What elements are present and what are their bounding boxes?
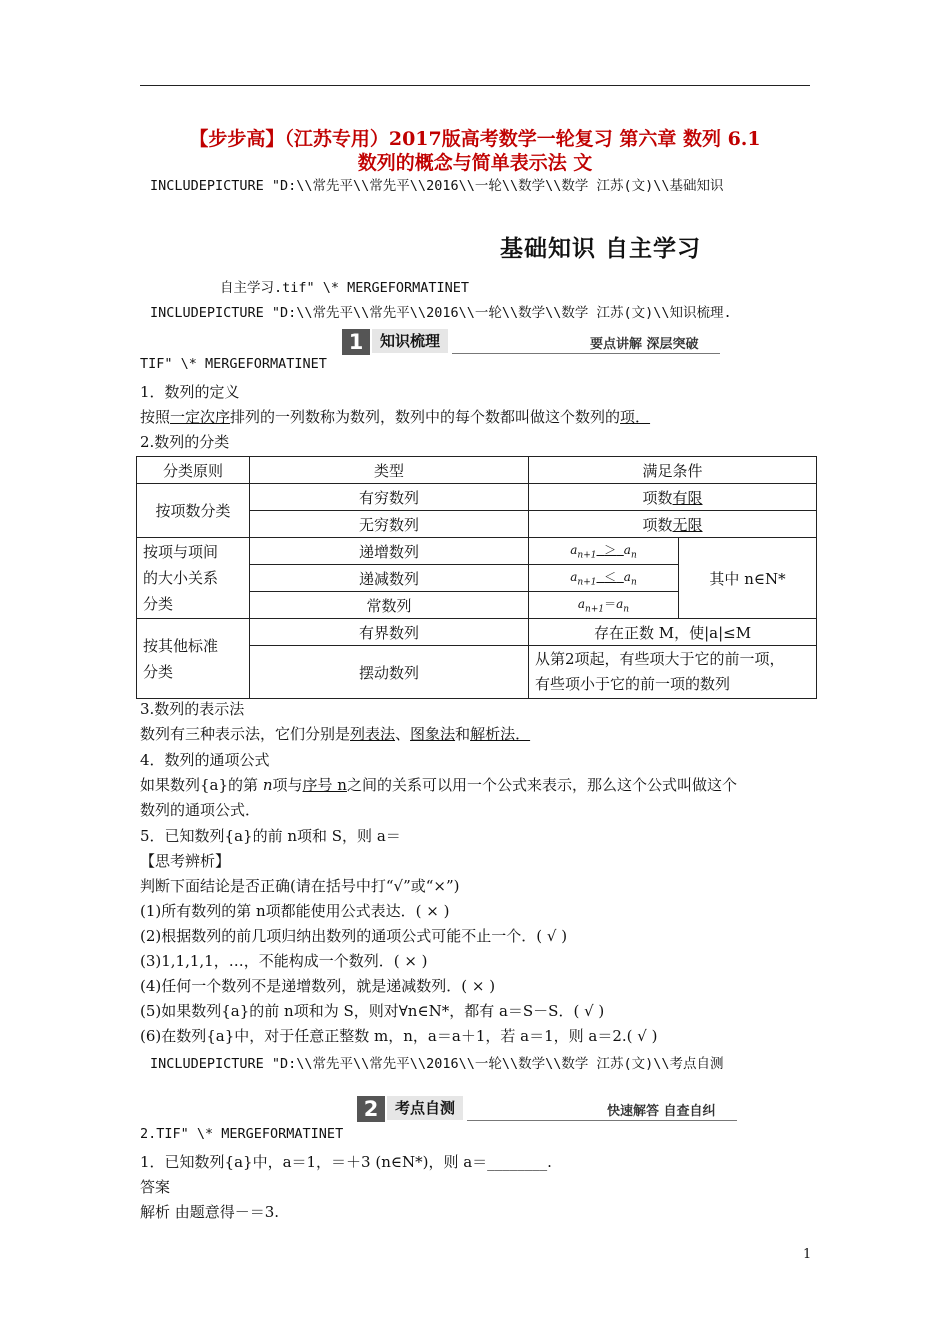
table-row xyxy=(137,619,817,646)
analysis-text: 解析 由题意得－＝3. xyxy=(140,1203,280,1221)
classification-heading: 2.数列的分类 xyxy=(140,433,230,451)
general-term-heading: 4．数列的通项公式 xyxy=(140,751,270,769)
knowledge-banner xyxy=(342,329,722,355)
include-field-2: INCLUDEPICTURE "D:\\常先平\\常先平\\2016\\一轮\\数学\\数学 江苏(文)\\知识梳理. xyxy=(150,305,732,321)
table-cell: 递增数列 xyxy=(250,538,529,565)
banner-subtitle: 快速解答 自查自纠 xyxy=(607,1104,716,1119)
table-cell: 常数列 xyxy=(250,592,529,619)
section-heading: 基础知识 自主学习 xyxy=(500,236,702,262)
table-cell: 递减数列 xyxy=(250,565,529,592)
table-cell: 摆动数列 xyxy=(250,646,529,699)
table-cell: 存在正数 M，使|a|≤M xyxy=(529,619,817,646)
general-term-text-1: 如果数列{a}的第 n项与序号 n之间的关系可以用一个公式来表示，那么这个公式叫做这个 xyxy=(140,776,737,794)
table-cell: 按其他标准 分类 xyxy=(137,619,250,699)
question-3: (3)1,1,1,1，…，不能构成一个数列．( × ) xyxy=(140,952,428,970)
table-cell: 其中 n∈N* xyxy=(679,538,817,619)
table-cell: 有穷数列 xyxy=(250,484,529,511)
classification-table xyxy=(136,456,817,699)
definition-heading: 1．数列的定义 xyxy=(140,383,240,401)
banner-number: 1 xyxy=(342,329,370,355)
table-cell: 按项与项间 的大小关系 分类 xyxy=(137,538,250,619)
table-header: 类型 xyxy=(250,457,529,484)
banner-label: 考点自测 xyxy=(387,1096,463,1120)
self-test-banner xyxy=(357,1096,737,1122)
table-cell: $a_{n+1}=a_n$ xyxy=(529,592,679,619)
representation-text: 数列有三种表示法，它们分别是列表法、图象法和解析法． xyxy=(140,725,531,743)
question-4: (4)任何一个数列不是递增数列，就是递减数列．( × ) xyxy=(140,977,496,995)
table-cell: $a_{n+1} > a_n$ xyxy=(529,538,679,565)
document-title-line2: 数列的概念与简单表示法 文 xyxy=(357,152,593,174)
include-field-3: INCLUDEPICTURE "D:\\常先平\\常先平\\2016\\一轮\\数学\\数学 江苏(文)\\考点自测 xyxy=(150,1056,724,1072)
table-header: 分类原则 xyxy=(137,457,250,484)
question-2: (2)根据数列的前几项归纳出数列的通项公式可能不止一个．( √ ) xyxy=(140,927,568,945)
question-1: (1)所有数列的第 n项都能使用公式表达．( × ) xyxy=(140,902,450,920)
question-6: (6)在数列{a}中，对于任意正整数 m，n，a＝a＋1，若 a＝1，则 a＝2.( √ ) xyxy=(140,1027,658,1045)
table-cell: 项数无限 xyxy=(529,511,817,538)
table-cell: 项数有限 xyxy=(529,484,817,511)
table-row xyxy=(137,538,817,565)
judge-instruction: 判断下面结论是否正确(请在括号中打“√”或“×”) xyxy=(140,877,460,895)
table-cell: 无穷数列 xyxy=(250,511,529,538)
think-heading: 【思考辨析】 xyxy=(140,852,231,870)
table-header: 满足条件 xyxy=(529,457,817,484)
general-term-text-2: 数列的通项公式． xyxy=(140,801,261,819)
merge-field-1: 自主学习.tif" \* MERGEFORMATINET xyxy=(220,280,470,296)
partial-sum-line: 5．已知数列{a}的前 n项和 S，则 a＝ xyxy=(140,827,401,845)
include-field-1: INCLUDEPICTURE "D:\\常先平\\常先平\\2016\\一轮\\数学\\数学 江苏(文)\\基础知识 xyxy=(150,178,724,194)
top-rule xyxy=(140,85,810,86)
banner-number: 2 xyxy=(357,1096,385,1122)
answer-label: 答案 xyxy=(140,1178,171,1196)
banner-label: 知识梳理 xyxy=(372,329,448,353)
table-row xyxy=(137,484,817,511)
table-row xyxy=(137,457,817,484)
definition-text: 按照一定次序排列的一列数称为数列，数列中的每个数都叫做这个数列的项． xyxy=(140,408,651,426)
table-cell: 从第2项起，有些项大于它的前一项， 有些项小于它的前一项的数列 xyxy=(529,646,817,699)
merge-field-2: TIF" \* MERGEFORMATINET xyxy=(140,356,327,372)
merge-field-3: 2.TIF" \* MERGEFORMATINET xyxy=(140,1126,344,1142)
question-5: (5)如果数列{a}的前 n项和为 S，则对∀n∈N*，都有 a＝S－S．( √ ) xyxy=(140,1002,605,1020)
document-title-line1: 【步步高】（江苏专用）2017版高考数学一轮复习 第六章 数列 6.1 xyxy=(189,128,761,150)
problem-1: 1．已知数列{a}中，a＝1，＝＋3 (n∈N*)，则 a＝________. xyxy=(140,1153,552,1171)
representation-heading: 3.数列的表示法 xyxy=(140,700,245,718)
table-cell: $a_{n+1} < a_n$ xyxy=(529,565,679,592)
table-cell: 有界数列 xyxy=(250,619,529,646)
page-number: 1 xyxy=(803,1247,812,1262)
banner-subtitle: 要点讲解 深层突破 xyxy=(590,337,699,352)
table-cell: 按项数分类 xyxy=(137,484,250,538)
